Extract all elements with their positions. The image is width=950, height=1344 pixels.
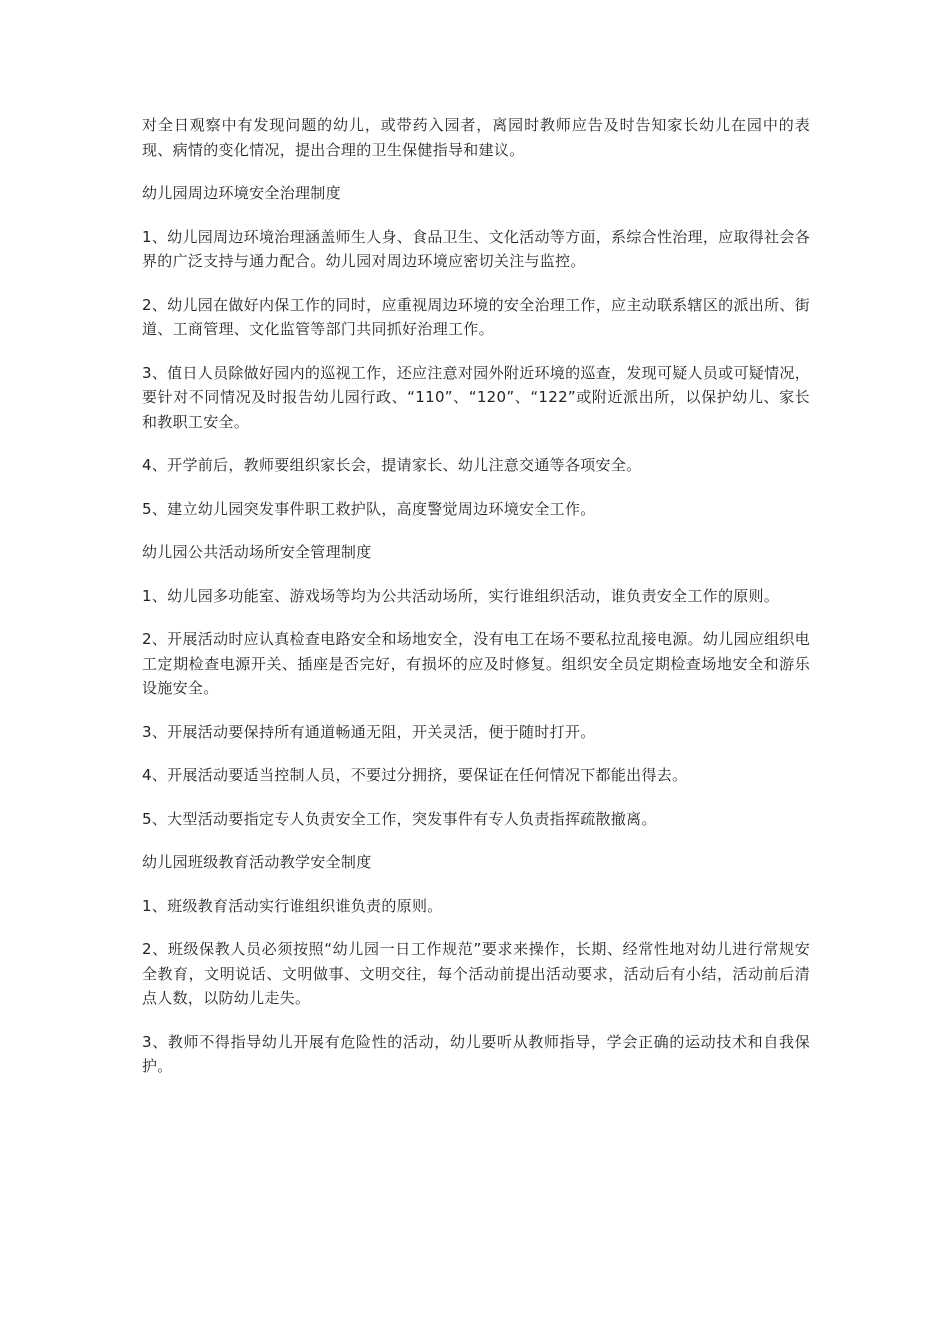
section2-item-2: 2、开展活动时应认真检查电路安全和场地安全，没有电工在场不要私拉乱接电源。幼儿园应组织电工定期检查电源开关、插座是否完好，有损坏的应及时修复。组织安全员定期检查场地安全和游乐设施安全。: [142, 630, 810, 697]
section1-item-2: 2、幼儿园在做好内保工作的同时，应重视周边环境的安全治理工作，应主动联系辖区的派出所、街道、工商管理、文化监管等部门共同抓好治理工作。: [142, 295, 810, 338]
section2-item-1: 1、幼儿园多功能室、游戏场等均为公共活动场所，实行谁组织活动，谁负责安全工作的原则。: [142, 586, 780, 605]
section1-item-5: 5、建立幼儿园突发事件职工救护队，高度警觉周边环境安全工作。: [142, 499, 596, 518]
section1-item-3: 3、值日人员除做好园内的巡视工作，还应注意对园外附近环境的巡查，发现可疑人员或可疑情况，要针对不同情况及时报告幼儿园行政、“110”、“120”、“122”或附近派出所，以保护幼儿、家长和教职工安全。: [142, 363, 810, 431]
section2-item-4: 4、开展活动要适当控制人员，不要过分拥挤，要保证在任何情况下都能出得去。: [142, 766, 688, 784]
section3-item-1: 1、班级教育活动实行谁组织谁负责的原则。: [142, 896, 443, 915]
section1-item-4: 4、开学前后，教师要组织家长会，提请家长、幼儿注意交通等各项安全。: [142, 456, 642, 474]
section2-item-3: 3、开展活动要保持所有通道畅通无阻，开关灵活，便于随时打开。: [142, 722, 596, 741]
section-heading-public-activity-venues: 幼儿园公共活动场所安全管理制度: [142, 543, 372, 561]
section1-item-1: 1、幼儿园周边环境治理涵盖师生人身、食品卫生、文化活动等方面，系综合性治理，应取得社会各界的广泛支持与通力配合。幼儿园对周边环境应密切关注与监控。: [142, 227, 810, 270]
section3-item-2: 2、班级保教人员必须按照“幼儿园一日工作规范”要求来操作，长期、经常性地对幼儿进行常规安全教育，文明说话、文明做事、文明交往，每个活动前提出活动要求，活动后有小结，活动前后清点人数，以防幼儿走失。: [142, 940, 810, 1007]
intro-paragraph: 对全日观察中有发现问题的幼儿，或带药入园者，离园时教师应告及时告知家长幼儿在园中的表现、病情的变化情况，提出合理的卫生保健指导和建议。: [142, 116, 810, 159]
section3-item-3: 3、教师不得指导幼儿开展有危险性的活动，幼儿要听从教师指导，学会正确的运动技术和自我保护。: [142, 1032, 810, 1075]
section2-item-5: 5、大型活动要指定专人负责安全工作，突发事件有专人负责指挥疏散撤离。: [142, 809, 657, 828]
section-heading-class-teaching-safety: 幼儿园班级教育活动教学安全制度: [142, 853, 372, 871]
document-page: [142, 113, 810, 1098]
section-heading-surrounding-environment: 幼儿园周边环境安全治理制度: [142, 184, 341, 202]
